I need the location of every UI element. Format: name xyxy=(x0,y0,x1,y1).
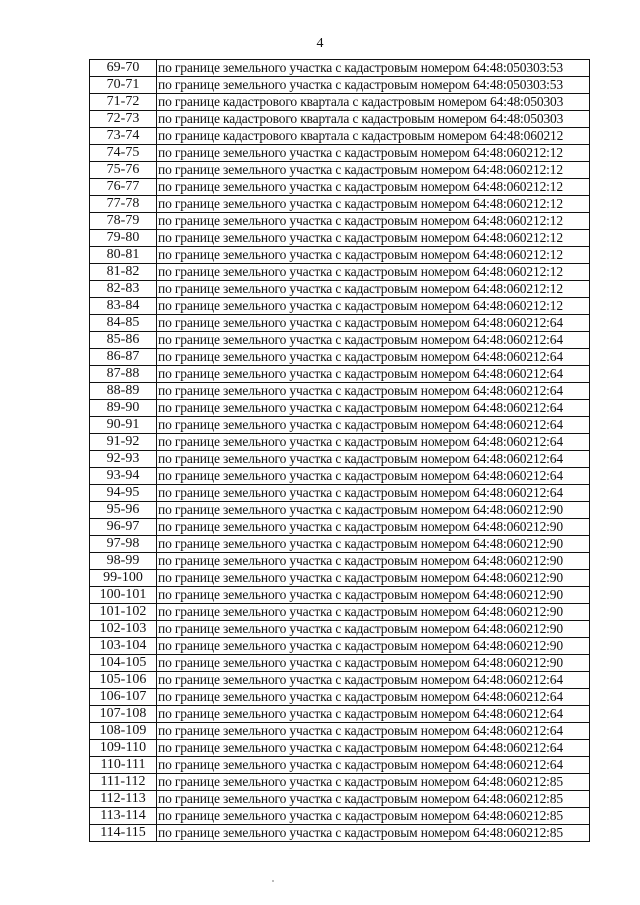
table-row xyxy=(90,128,590,145)
segment-cell: 70-71 xyxy=(90,77,157,94)
segment-cell: 97-98 xyxy=(90,536,157,553)
segment-cell: 76-77 xyxy=(90,179,157,196)
table-row xyxy=(90,281,590,298)
description-cell: по границе земельного участка с кадастровым номером 64:48:060212:64 xyxy=(157,366,590,383)
table-row xyxy=(90,570,590,587)
segment-cell: 86-87 xyxy=(90,349,157,366)
description-cell: по границе земельного участка с кадастровым номером 64:48:060212:90 xyxy=(157,553,590,570)
segment-cell: 80-81 xyxy=(90,247,157,264)
description-cell: по границе земельного участка с кадастровым номером 64:48:060212:64 xyxy=(157,757,590,774)
segment-cell: 108-109 xyxy=(90,723,157,740)
segment-cell: 101-102 xyxy=(90,604,157,621)
description-cell: по границе земельного участка с кадастровым номером 64:48:060212:64 xyxy=(157,740,590,757)
segment-cell: 96-97 xyxy=(90,519,157,536)
boundary-table-body xyxy=(90,60,590,842)
segment-cell: 78-79 xyxy=(90,213,157,230)
table-row xyxy=(90,485,590,502)
description-cell: по границе земельного участка с кадастровым номером 64:48:060212:64 xyxy=(157,315,590,332)
description-cell: по границе земельного участка с кадастровым номером 64:48:060212:12 xyxy=(157,179,590,196)
segment-cell: 87-88 xyxy=(90,366,157,383)
segment-cell: 114-115 xyxy=(90,825,157,842)
segment-cell: 105-106 xyxy=(90,672,157,689)
description-cell: по границе земельного участка с кадастровым номером 64:48:060212:12 xyxy=(157,230,590,247)
description-cell: по границе земельного участка с кадастровым номером 64:48:060212:90 xyxy=(157,655,590,672)
segment-cell: 102-103 xyxy=(90,621,157,638)
description-cell: по границе кадастрового квартала с кадастровым номером 64:48:050303 xyxy=(157,111,590,128)
table-row xyxy=(90,417,590,434)
scan-speck xyxy=(272,880,274,882)
description-cell: по границе земельного участка с кадастровым номером 64:48:060212:64 xyxy=(157,485,590,502)
description-cell: по границе земельного участка с кадастровым номером 64:48:060212:64 xyxy=(157,417,590,434)
segment-cell: 91-92 xyxy=(90,434,157,451)
table-row xyxy=(90,519,590,536)
description-cell: по границе земельного участка с кадастровым номером 64:48:060212:85 xyxy=(157,825,590,842)
table-row xyxy=(90,400,590,417)
table-row xyxy=(90,145,590,162)
description-cell: по границе земельного участка с кадастровым номером 64:48:060212:90 xyxy=(157,604,590,621)
table-row xyxy=(90,366,590,383)
segment-cell: 82-83 xyxy=(90,281,157,298)
segment-cell: 88-89 xyxy=(90,383,157,400)
table-row xyxy=(90,230,590,247)
description-cell: по границе земельного участка с кадастровым номером 64:48:060212:12 xyxy=(157,196,590,213)
segment-cell: 89-90 xyxy=(90,400,157,417)
segment-cell: 81-82 xyxy=(90,264,157,281)
description-cell: по границе земельного участка с кадастровым номером 64:48:060212:64 xyxy=(157,434,590,451)
table-row xyxy=(90,672,590,689)
segment-cell: 110-111 xyxy=(90,757,157,774)
segment-cell: 112-113 xyxy=(90,791,157,808)
table-row xyxy=(90,706,590,723)
table-row xyxy=(90,638,590,655)
table-row xyxy=(90,536,590,553)
description-cell: по границе земельного участка с кадастровым номером 64:48:060212:12 xyxy=(157,213,590,230)
segment-cell: 77-78 xyxy=(90,196,157,213)
table-row xyxy=(90,298,590,315)
description-cell: по границе земельного участка с кадастровым номером 64:48:060212:64 xyxy=(157,468,590,485)
segment-cell: 73-74 xyxy=(90,128,157,145)
table-row xyxy=(90,774,590,791)
table-row xyxy=(90,655,590,672)
description-cell: по границе земельного участка с кадастровым номером 64:48:060212:85 xyxy=(157,791,590,808)
description-cell: по границе земельного участка с кадастровым номером 64:48:060212:64 xyxy=(157,332,590,349)
description-cell: по границе земельного участка с кадастровым номером 64:48:050303:53 xyxy=(157,60,590,77)
table-row xyxy=(90,791,590,808)
description-cell: по границе земельного участка с кадастровым номером 64:48:060212:85 xyxy=(157,808,590,825)
segment-cell: 90-91 xyxy=(90,417,157,434)
segment-cell: 84-85 xyxy=(90,315,157,332)
table-row xyxy=(90,94,590,111)
description-cell: по границе земельного участка с кадастровым номером 64:48:060212:85 xyxy=(157,774,590,791)
table-row xyxy=(90,213,590,230)
description-cell: по границе земельного участка с кадастровым номером 64:48:060212:64 xyxy=(157,723,590,740)
segment-cell: 93-94 xyxy=(90,468,157,485)
description-cell: по границе земельного участка с кадастровым номером 64:48:060212:12 xyxy=(157,162,590,179)
description-cell: по границе земельного участка с кадастровым номером 64:48:060212:64 xyxy=(157,689,590,706)
description-cell: по границе земельного участка с кадастровым номером 64:48:060212:12 xyxy=(157,247,590,264)
description-cell: по границе земельного участка с кадастровым номером 64:48:060212:90 xyxy=(157,587,590,604)
segment-cell: 95-96 xyxy=(90,502,157,519)
description-cell: по границе кадастрового квартала с кадастровым номером 64:48:050303 xyxy=(157,94,590,111)
table-row xyxy=(90,825,590,842)
description-cell: по границе земельного участка с кадастровым номером 64:48:060212:90 xyxy=(157,638,590,655)
segment-cell: 69-70 xyxy=(90,60,157,77)
table-row xyxy=(90,808,590,825)
description-cell: по границе земельного участка с кадастровым номером 64:48:060212:12 xyxy=(157,281,590,298)
description-cell: по границе кадастрового квартала с кадастровым номером 64:48:060212 xyxy=(157,128,590,145)
segment-cell: 103-104 xyxy=(90,638,157,655)
table-row xyxy=(90,689,590,706)
table-row xyxy=(90,162,590,179)
segment-cell: 107-108 xyxy=(90,706,157,723)
segment-cell: 109-110 xyxy=(90,740,157,757)
description-cell: по границе земельного участка с кадастровым номером 64:48:060212:64 xyxy=(157,400,590,417)
description-cell: по границе земельного участка с кадастровым номером 64:48:050303:53 xyxy=(157,77,590,94)
table-row xyxy=(90,604,590,621)
boundary-table xyxy=(89,59,590,842)
segment-cell: 94-95 xyxy=(90,485,157,502)
segment-cell: 71-72 xyxy=(90,94,157,111)
segment-cell: 113-114 xyxy=(90,808,157,825)
segment-cell: 85-86 xyxy=(90,332,157,349)
segment-cell: 111-112 xyxy=(90,774,157,791)
table-row xyxy=(90,247,590,264)
segment-cell: 100-101 xyxy=(90,587,157,604)
table-row xyxy=(90,196,590,213)
table-row xyxy=(90,451,590,468)
description-cell: по границе земельного участка с кадастровым номером 64:48:060212:90 xyxy=(157,621,590,638)
table-row xyxy=(90,332,590,349)
table-row xyxy=(90,757,590,774)
segment-cell: 92-93 xyxy=(90,451,157,468)
table-row xyxy=(90,740,590,757)
description-cell: по границе земельного участка с кадастровым номером 64:48:060212:12 xyxy=(157,298,590,315)
description-cell: по границе земельного участка с кадастровым номером 64:48:060212:64 xyxy=(157,706,590,723)
description-cell: по границе земельного участка с кадастровым номером 64:48:060212:64 xyxy=(157,451,590,468)
table-row xyxy=(90,383,590,400)
segment-cell: 74-75 xyxy=(90,145,157,162)
table-row xyxy=(90,60,590,77)
description-cell: по границе земельного участка с кадастровым номером 64:48:060212:90 xyxy=(157,570,590,587)
table-row xyxy=(90,111,590,128)
description-cell: по границе земельного участка с кадастровым номером 64:48:060212:64 xyxy=(157,383,590,400)
table-row xyxy=(90,587,590,604)
table-row xyxy=(90,723,590,740)
segment-cell: 106-107 xyxy=(90,689,157,706)
description-cell: по границе земельного участка с кадастровым номером 64:48:060212:90 xyxy=(157,536,590,553)
table-row xyxy=(90,264,590,281)
segment-cell: 104-105 xyxy=(90,655,157,672)
table-row xyxy=(90,553,590,570)
description-cell: по границе земельного участка с кадастровым номером 64:48:060212:12 xyxy=(157,145,590,162)
segment-cell: 98-99 xyxy=(90,553,157,570)
table-row xyxy=(90,621,590,638)
description-cell: по границе земельного участка с кадастровым номером 64:48:060212:64 xyxy=(157,349,590,366)
description-cell: по границе земельного участка с кадастровым номером 64:48:060212:64 xyxy=(157,672,590,689)
segment-cell: 99-100 xyxy=(90,570,157,587)
page-number: 4 xyxy=(316,36,324,51)
segment-cell: 75-76 xyxy=(90,162,157,179)
table-row xyxy=(90,502,590,519)
description-cell: по границе земельного участка с кадастровым номером 64:48:060212:12 xyxy=(157,264,590,281)
table-row xyxy=(90,179,590,196)
table-row xyxy=(90,468,590,485)
segment-cell: 83-84 xyxy=(90,298,157,315)
description-cell: по границе земельного участка с кадастровым номером 64:48:060212:90 xyxy=(157,502,590,519)
table-row xyxy=(90,434,590,451)
segment-cell: 72-73 xyxy=(90,111,157,128)
segment-cell: 79-80 xyxy=(90,230,157,247)
table-row xyxy=(90,315,590,332)
table-row xyxy=(90,349,590,366)
description-cell: по границе земельного участка с кадастровым номером 64:48:060212:90 xyxy=(157,519,590,536)
table-row xyxy=(90,77,590,94)
